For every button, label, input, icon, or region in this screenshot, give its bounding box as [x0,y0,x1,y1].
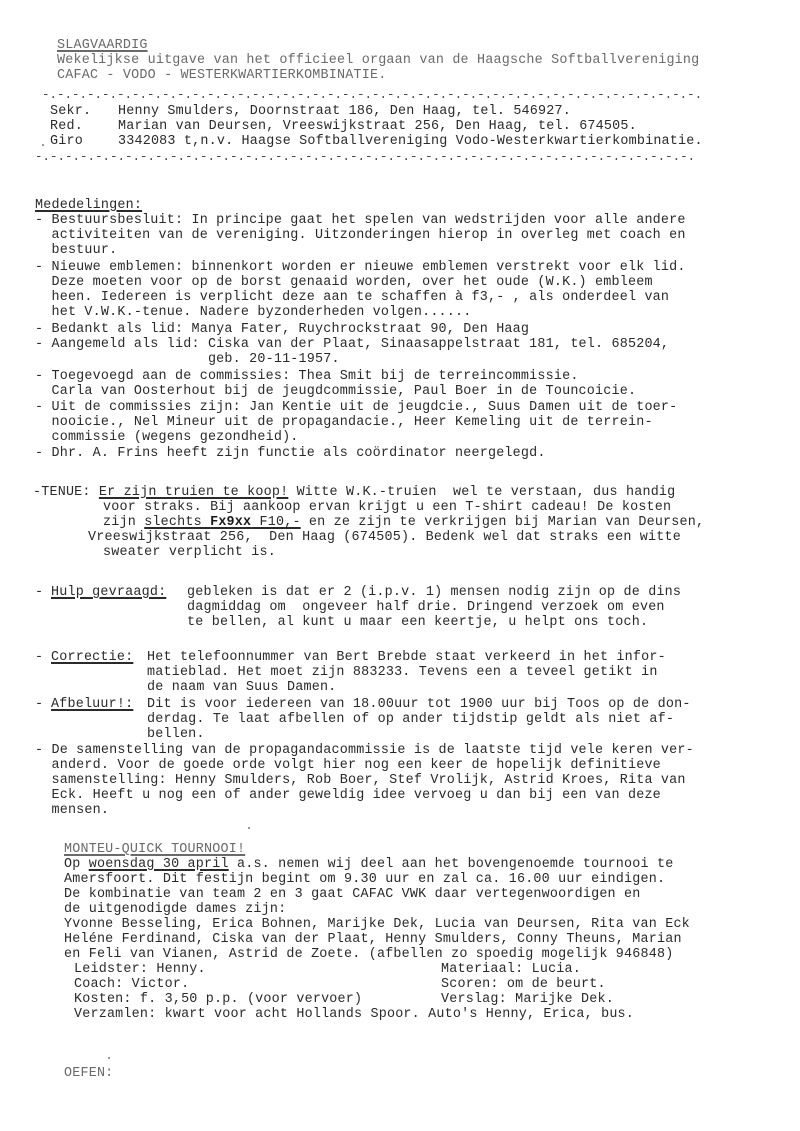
role-kosten: Kosten: f. 3,50 p.p. (voor vervoer) [74,992,363,1007]
typed-over-price: Fx9xx [210,515,252,530]
tournooi-date: woensdag 30 april [88,857,229,872]
masthead-subtitle-1: Wekelijkse uitgave van het officieel orgaan van de Haagsche Softballvereniging [57,53,700,68]
tenue-price-line [103,515,704,530]
text-line: het V.W.K.-tenue. Nadere byzonderheden volgen...... [35,305,472,320]
footer-oefen-fragment: OEFEN: [64,1066,114,1081]
tournooi-heading: MONTEU-QUICK TOURNOOI! [64,842,246,857]
contact-giro-value: 3342083 t,n.v. Haagse Softballvereniging Vodo-Westerkwartierkombinatie. [118,134,703,149]
mededelingen-heading: Mededelingen: [35,198,143,213]
text-line: voor straks. Bij aankoop ervan krijgt u een T-shirt cadeau! De kosten [103,500,672,515]
contact-red-label: Red. [50,119,83,134]
verzamelen-line: Verzamlen: kwart voor acht Hollands Spoor. Auto's Henny, Erica, bus. [74,1007,635,1022]
text-line: samenstelling: Henny Smulders, Rob Boer, Stef Vrolijk, Astrid Kroes, Rita van [35,773,686,788]
hulp-label: Hulp gevraagd: [51,585,167,600]
tournooi-intro [64,857,673,872]
player-list-line: Yvonne Besseling, Erica Bohnen, Marijke Dek, Lucia van Deursen, Rita van Eck [64,917,690,932]
role-verslag: Verslag: Marijke Dek. [441,992,614,1007]
role-scoren: Scoren: om de beurt. [441,977,606,992]
price-value: F10,- [251,515,301,530]
correctie-bullet: - [35,650,52,665]
role-leidster: Leidster: Henny. [74,962,206,977]
text-line: Carla van Oosterhout bij de jeugdcommissie, Paul Boer in de Touncoicie. [35,384,637,399]
player-list-line: en Feli van Vianen, Astrid de Zoete. (afbellen zo spoedig mogelijk 946848) [64,947,674,962]
text-line: Eck. Heeft u nog een of ander geweldig idee vervoeg u dan bij een van deze [35,788,661,803]
text-line: activiteiten van de vereniging. Uitzonderingen hierop in overleg met coach en [35,228,686,243]
tenue-label-text: -TENUE: [33,485,91,500]
separator-bottom: -.-.-.-.-.-.-.-.-.-.-.-.-.-.-.-.-.-.-.-.-.-.-.-.-.-.-.-.-.-.-.-.-.-.-.-.-.-.-.-.-.-.-.-. [35,150,696,164]
text-line: - Toegevoegd aan de commissies: Thea Smit bij de terreincommissie. [35,369,579,384]
correctie-label: Correctie: [51,650,134,665]
afbeluur-bullet: - [35,697,52,712]
text-line: Deze moeten voor op de borst genaaid worden, over het oude (W.K.) embleem [35,275,653,290]
text-fragment: en ze zijn te verkrijgen bij Marian van Deursen, [300,515,705,530]
contact-sekr-value: Henny Smulders, Doornstraat 186, Den Haag, tel. 546927. [118,104,571,119]
separator-top: -.-.-.-.-.-.-.-.-.-.-.-.-.-.-.-.-.-.-.-.-.-.-.-.-.-.-.-.-.-.-.-.-.-.-.-.-.-.-.-.-.-.-.-. [42,88,703,102]
text-line: Dit is voor iedereen van 18.00uur tot 1900 uur bij Toos op de don- [147,697,691,712]
text-line: Vreeswijkstraat 256, Den Haag (674505). Bedenk wel dat straks een witte [88,530,681,545]
text-line: - Uit de commissies zijn: Jan Kentie uit de jeugdcie., Suus Damen uit de toer- [35,400,678,415]
text-line: de naam van Suus Damen. [147,680,337,695]
tenue-headline: Er zijn truien te koop! [98,485,289,500]
text-line: heen. Iedereen is verplicht deze aan te schaffen à f3,- , als onderdeel van [35,290,670,305]
masthead-subtitle-2: CAFAC - VODO - WESTERKWARTIERKOMBINATIE. [57,68,387,83]
text-line: sweater verplicht is. [103,545,276,560]
afbeluur-label: Afbeluur!: [51,697,134,712]
text-line: nooicie., Nel Mineur uit de propagandacie., Heer Kemeling uit de terrein- [35,415,653,430]
text-line: matieblad. Het moet zijn 883233. Tevens een a teveel getikt in [147,665,658,680]
text-line: - De samenstelling van de propagandacommissie is de laatste tijd vele keren ver- [35,743,694,758]
text-line: De kombinatie van team 2 en 3 gaat CAFAC VWK daar vertegenwoordigen en [64,887,641,902]
text-line: bellen. [147,727,205,742]
text-fragment: zijn [103,515,145,530]
text-line: te bellen, al kunt u maar een keertje, u helpt ons toch. [187,615,649,630]
text-line: - Dhr. A. Frins heeft zijn functie als coördinator neergelegd. [35,446,546,461]
masthead-title: SLAGVAARDIG [57,38,148,53]
scan-speck [42,144,44,146]
contact-red-value: Marian van Deursen, Vreeswijkstraat 256, Den Haag, tel. 674505. [118,119,637,134]
text-line: derdag. Te laat afbellen of op ander tijdstip geldt als niet af- [147,712,675,727]
text-line: Het telefoonnummer van Bert Brebde staat verkeerd in het infor- [147,650,666,665]
text-line: gebleken is dat er 2 (i.p.v. 1) mensen nodig zijn op de dins [187,585,682,600]
text-fragment: a.s. nemen wij deel aan het bovengenoemde tournooi te [228,857,674,872]
price-underlined [144,515,301,530]
text-line: - Bedankt als lid: Manya Fater, Ruychrockstraat 90, Den Haag [35,322,530,337]
text-line: Amersfoort. Dit festijn begint om 9.30 uur en zal ca. 16.00 uur eindigen. [64,872,666,887]
text-line: bestuur. [35,243,118,258]
scan-speck [108,1057,110,1059]
text-line: anderd. Voor de goede orde volgt hier nog een keer de hopelijk definitieve [35,758,661,773]
text-line: geb. 20-11-1957. [35,352,340,367]
contact-sekr-label: Sekr. [50,104,92,119]
text-line: Witte W.K.-truien wel te verstaan, dus handig [288,485,676,500]
text-line: dagmiddag om ongeveer half drie. Dringend verzoek om even [187,600,665,615]
text-fragment: slechts [144,515,211,530]
role-coach: Coach: Victor. [74,977,190,992]
text-line: de uitgenodigde dames zijn: [64,902,287,917]
scan-speck [248,827,250,829]
player-list-line: Heléne Ferdinand, Ciska van der Plaat, Henny Smulders, Conny Theuns, Marian [64,932,682,947]
text-line: mensen. [35,803,110,818]
text-fragment: Op [64,857,89,872]
hulp-bullet: - [35,585,52,600]
text-line: - Nieuwe emblemen: binnenkort worden er nieuwe emblemen verstrekt voor elk lid. [35,260,686,275]
role-materiaal: Materiaal: Lucia. [441,962,582,977]
text-line: - Bestuursbesluit: In principe gaat het spelen van wedstrijden voor alle andere [35,213,686,228]
contact-giro-label: Giro [50,134,83,149]
text-line: commissie (wegens gezondheid). [35,430,299,445]
tenue-label [33,485,675,500]
text-line: - Aangemeld als lid: Ciska van der Plaat, Sinaasappelstraat 181, tel. 685204, [35,337,670,352]
